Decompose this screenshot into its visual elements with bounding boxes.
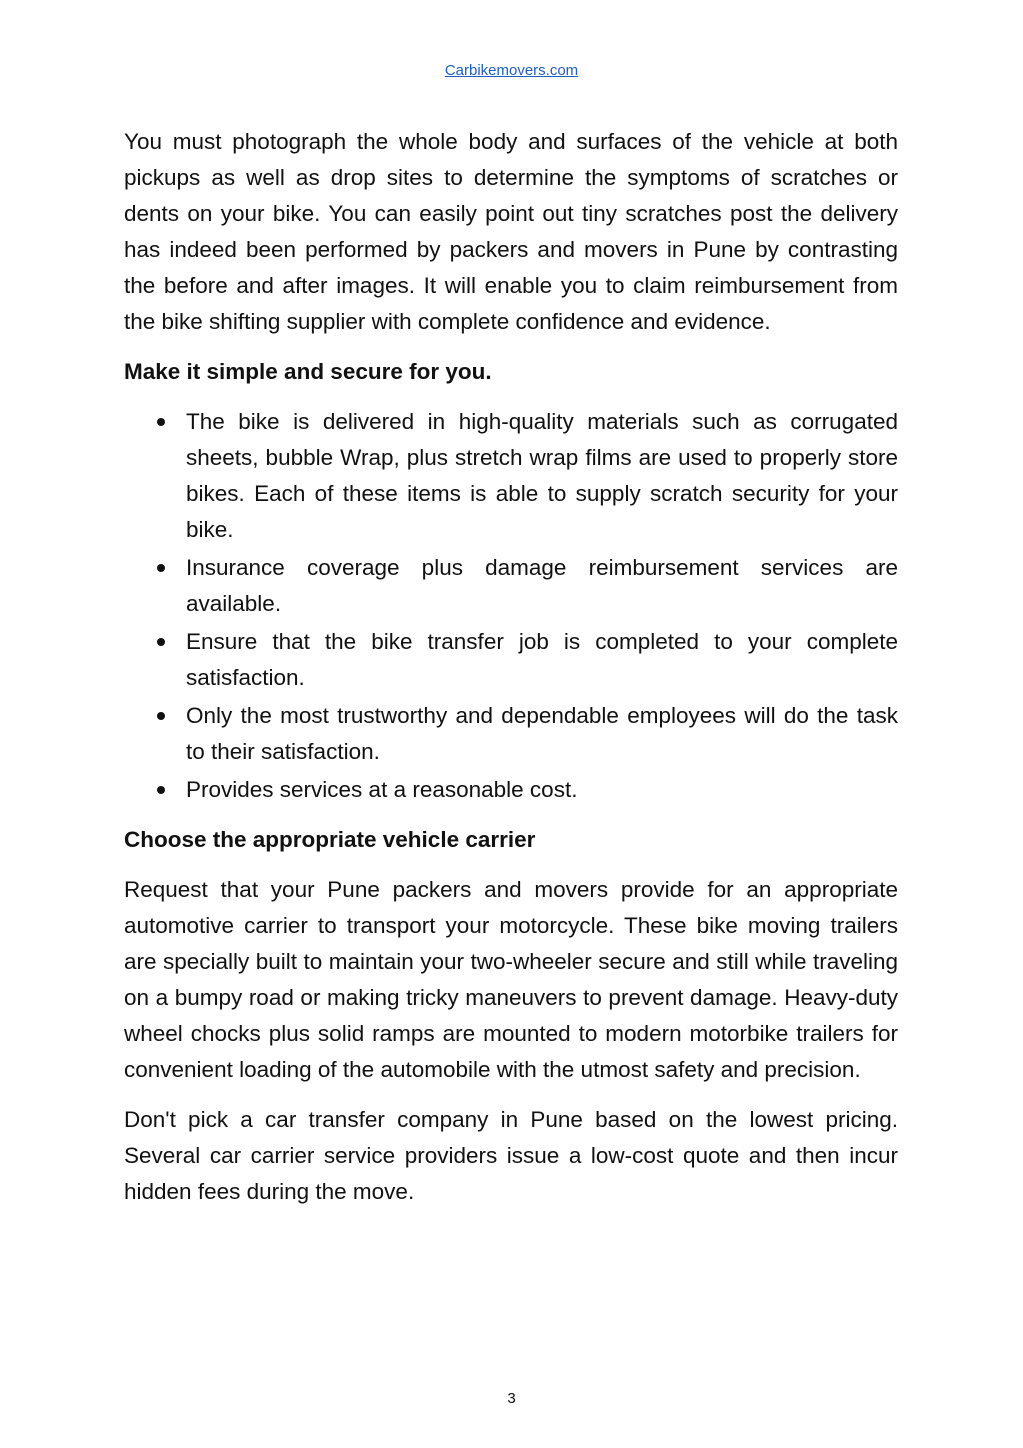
list-item — [124, 698, 898, 770]
document-body — [124, 124, 898, 1224]
list-item — [124, 404, 898, 548]
intro-paragraph: You must photograph the whole body and surfaces of the vehicle at both pickups as well as drop sites to determine the symptoms of scratches or dents on your bike. You can easily point out tiny scratches post the delivery has indeed been performed by packers and movers in Pune by contrasting the before and after images. It will enable you to claim reimbursement from the bike shifting supplier with complete confidence and evidence. — [124, 129, 898, 334]
site-header-link[interactable]: Carbikemovers.com — [444, 62, 579, 79]
list-item-text: Ensure that the bike transfer job is completed to your complete satisfaction. — [186, 629, 898, 690]
list-item — [124, 772, 898, 808]
page-number: 3 — [507, 1390, 516, 1407]
list-item — [124, 550, 898, 622]
pricing-paragraph: Don't pick a car transfer company in Pune based on the lowest pricing. Several car carrier service providers issue a low-cost quote and then incur hidden fees during the move. — [124, 1107, 898, 1204]
list-item-text: Insurance coverage plus damage reimbursement services are available. — [186, 555, 898, 616]
list-item-text: The bike is delivered in high-quality materials such as corrugated sheets, bubble Wrap, plus stretch wrap films are used to properly store bikes. Each of these items is able to supply scratch security for your bike. — [186, 409, 898, 542]
list-item-text: Provides services at a reasonable cost. — [186, 777, 578, 802]
bullet-icon — [157, 712, 165, 720]
list-item — [124, 624, 898, 696]
heading-simple-secure: Make it simple and secure for you. — [124, 359, 492, 384]
carrier-paragraph: Request that your Pune packers and movers provide for an appropriate automotive carrier to transport your motorcycle. These bike moving trailers are specially built to maintain your two-wheeler secure and still while traveling on a bumpy road or making tricky maneuvers to prevent damage. Heavy-duty wheel chocks plus solid ramps are mounted to modern motorbike trailers for convenient loading of the automobile with the utmost safety and precision. — [124, 877, 898, 1082]
heading-vehicle-carrier: Choose the appropriate vehicle carrier — [124, 827, 536, 852]
bullet-icon — [157, 638, 165, 646]
bullet-icon — [157, 786, 165, 794]
benefits-list — [124, 404, 898, 808]
list-item-text: Only the most trustworthy and dependable employees will do the task to their satisfaction. — [186, 703, 898, 764]
bullet-icon — [157, 564, 165, 572]
bullet-icon — [157, 418, 165, 426]
